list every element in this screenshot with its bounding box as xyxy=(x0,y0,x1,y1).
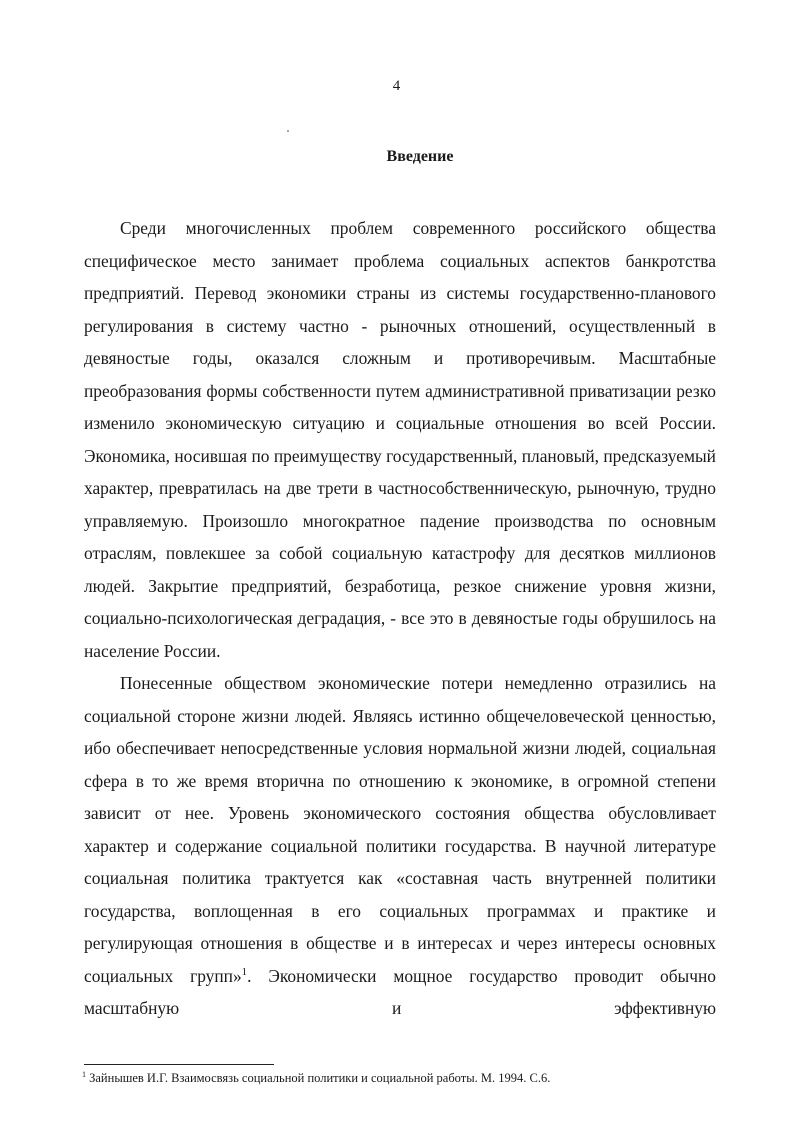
page-number: 4 xyxy=(392,78,401,94)
footnote-reference[interactable]: 1 xyxy=(241,965,248,978)
scan-speck xyxy=(287,130,289,132)
footnote-divider xyxy=(84,1064,274,1065)
section-title: Введение xyxy=(386,148,454,165)
footnote xyxy=(82,1070,722,1086)
footnote-marker: 1 xyxy=(82,1069,86,1079)
paragraph-2-continuation: . Экономически мощное государство проводит обычно масштабную и эффективную xyxy=(84,965,716,1018)
paragraph-2 xyxy=(84,667,716,1025)
footnote-text: Зайнышев И.Г. Взаимосвязь социальной политики и социальной работы. М. 1994. С.6. xyxy=(89,1071,551,1085)
paragraph-1: Среди многочисленных проблем современного российского общества специфическое место занимает проблема социальных аспектов банкротства предприятий. Перевод экономики страны из системы государственно-планового регулирования в систему частно - рыночных отношений, осуществленный в девяностые годы, оказался сложным и противоречивым. Масштабные преобразования формы собственности путем административной приватизации резко изменило экономическую ситуацию и социальные отношения во всей России. Экономика, носившая по преимуществу государственный, плановый, предсказуемый характер, превратилась на две трети в частнособственническую, рыночную, трудно управляемую. Произошло многократное падение производства по основным отраслям, повлекшее за собой социальную катастрофу для десятков миллионов людей. Закрытие предприятий, безработица, резкое снижение уровня жизни, социально-психологическая деградация, - все это в девяностые годы обрушилось на население России. xyxy=(84,218,716,661)
paragraph-2-text: Понесенные обществом экономические потери немедленно отразились на социальной стороне жизни людей. Являясь истинно общечеловеческой ценностью, ибо обеспечивает непосредственные условия нормальной жизни людей, социальная сфера в то же время вторична по отношению к экономике, в огромной степени зависит от нее. Уровень экономического состояния общества обусловливает характер и содержание социальной политики государства. В научной литературе социальная политика трактуется как «составная часть внутренней политики государства, воплощенная в его социальных программах и практике и регулирующая отношения в обществе и в интересах и через интересы основных социальных групп» xyxy=(84,673,716,986)
body-text xyxy=(84,212,716,1025)
